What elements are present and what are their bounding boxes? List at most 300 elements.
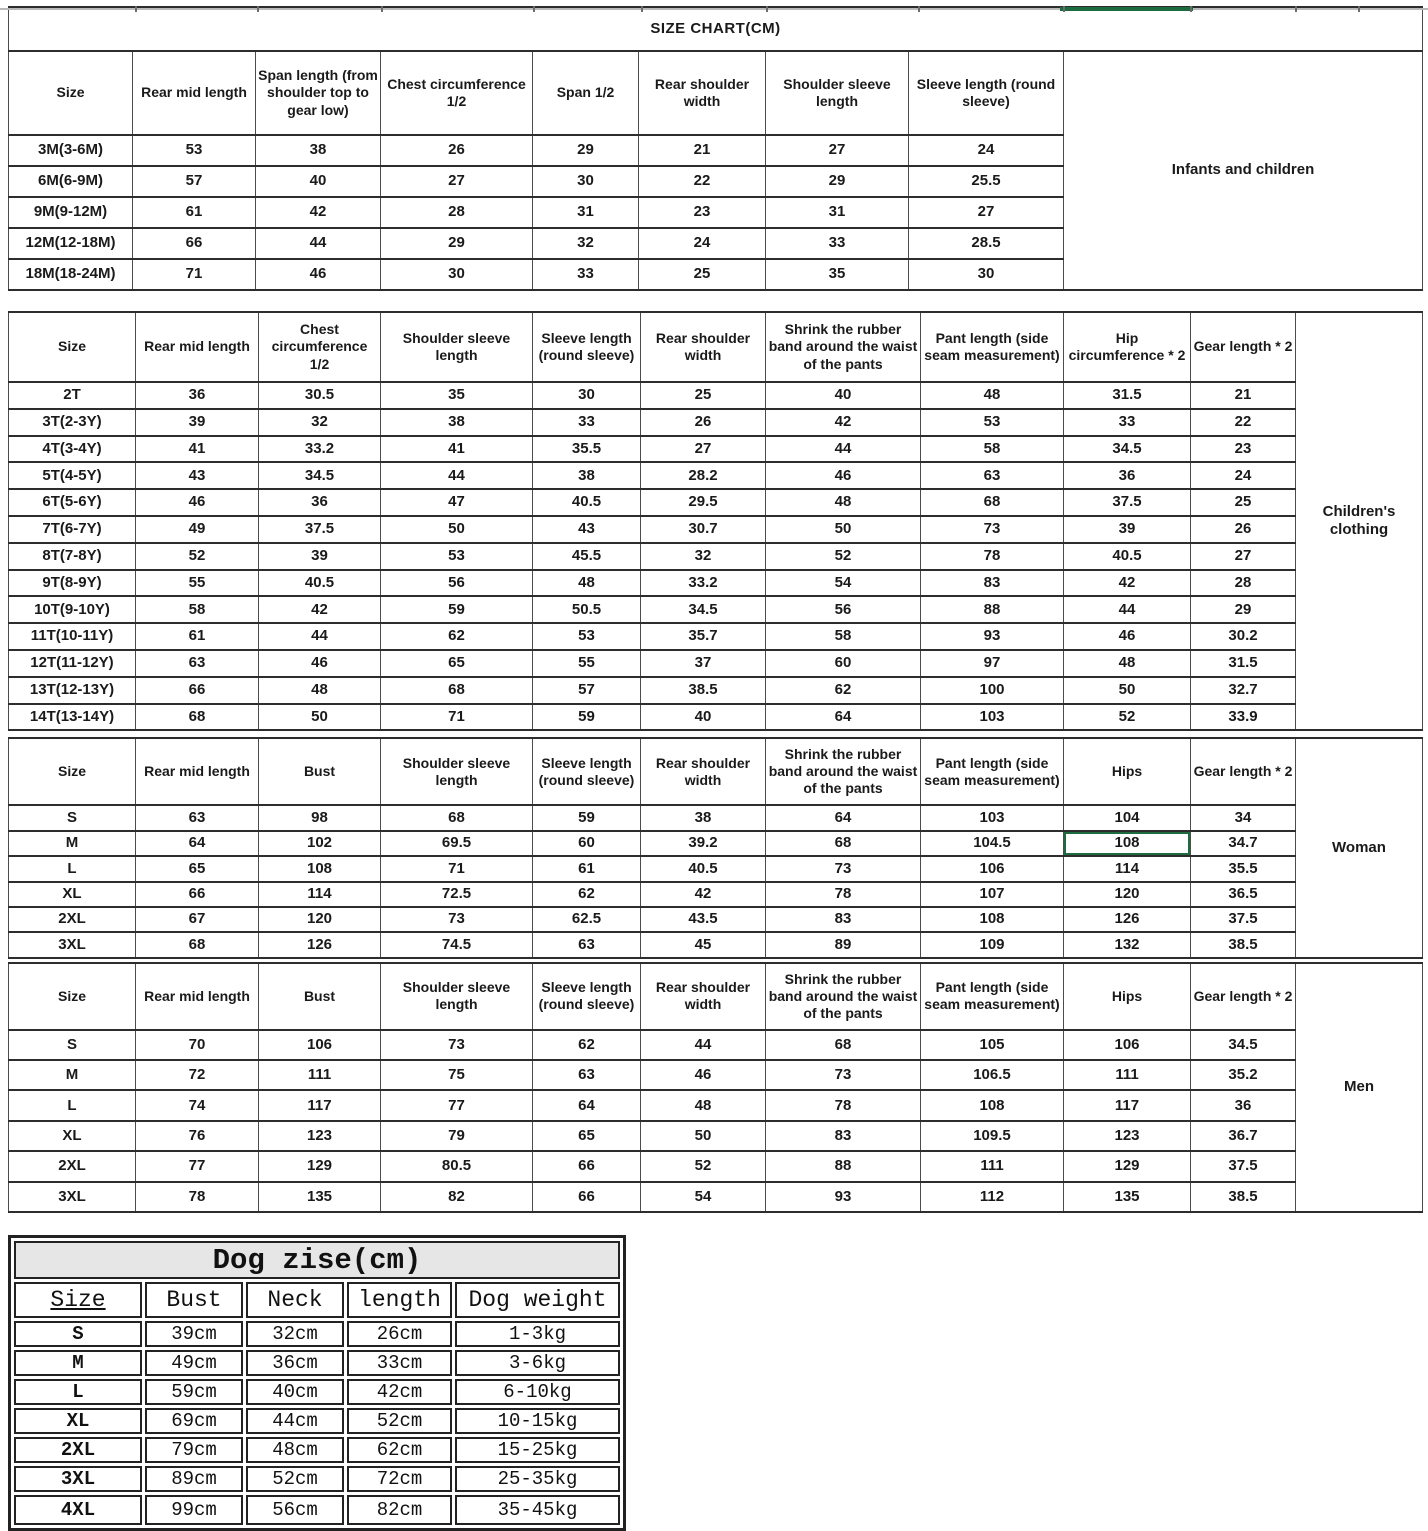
column-header: Pant length (side seam measurement) xyxy=(921,312,1064,382)
cell: 42cm xyxy=(347,1379,452,1405)
cell: 35.2 xyxy=(1191,1060,1296,1090)
header-row xyxy=(9,51,1423,135)
cell: 25 xyxy=(641,382,766,409)
cell: 40cm xyxy=(246,1379,344,1405)
column-header: Gear length * 2 xyxy=(1191,738,1296,805)
cell: 71 xyxy=(381,856,533,881)
cell: 28.2 xyxy=(641,462,766,489)
cell: 63 xyxy=(136,805,259,830)
cell: 82cm xyxy=(347,1495,452,1525)
cell: 36.5 xyxy=(1191,882,1296,907)
cell: 88 xyxy=(921,596,1064,623)
cell: 36 xyxy=(259,489,381,516)
cell: 45 xyxy=(641,932,766,957)
cell: 59 xyxy=(381,596,533,623)
cell: 30 xyxy=(909,259,1064,290)
cell: 69.5 xyxy=(381,831,533,856)
column-header: Gear length * 2 xyxy=(1191,963,1296,1030)
cell: 42 xyxy=(259,596,381,623)
cell: 80.5 xyxy=(381,1151,533,1181)
cell: 132 xyxy=(1064,932,1191,957)
cell: 40 xyxy=(641,704,766,731)
table-row xyxy=(9,805,1423,830)
column-header: Shoulder sleeve length xyxy=(766,51,909,135)
row-size-label: M xyxy=(14,1350,142,1376)
cell: 68 xyxy=(921,489,1064,516)
table-row xyxy=(9,831,1423,856)
cell: 27 xyxy=(381,166,533,197)
row-size-label: 4XL xyxy=(14,1495,142,1525)
cell: 26 xyxy=(1191,516,1296,543)
column-header: Hips xyxy=(1064,963,1191,1030)
cell: 89 xyxy=(766,932,921,957)
column-header: Shrink the rubber band around the waist of the pants xyxy=(766,312,921,382)
cell: 30.7 xyxy=(641,516,766,543)
column-header: Chest circumference 1/2 xyxy=(259,312,381,382)
cell: 62.5 xyxy=(533,907,641,932)
cell: 72.5 xyxy=(381,882,533,907)
column-header: Sleeve length (round sleeve) xyxy=(533,963,641,1030)
cell: 35-45kg xyxy=(455,1495,620,1525)
cell: 22 xyxy=(639,166,766,197)
column-gridline-tick xyxy=(533,6,535,12)
row-size-label: 3M(3-6M) xyxy=(9,135,133,166)
table-row xyxy=(9,543,1423,570)
cell: 27 xyxy=(641,436,766,463)
cell: 24 xyxy=(909,135,1064,166)
size-chart-sheet xyxy=(0,6,1428,1522)
cell: 21 xyxy=(639,135,766,166)
cell: 48 xyxy=(766,489,921,516)
row-size-label: 9T(8-9Y) xyxy=(9,570,136,597)
cell: 68 xyxy=(766,831,921,856)
cell: 37.5 xyxy=(259,516,381,543)
column-header: Pant length (side seam measurement) xyxy=(921,738,1064,805)
table-row xyxy=(9,677,1423,704)
cell: 68 xyxy=(136,932,259,957)
table-row xyxy=(9,596,1423,623)
table-row xyxy=(9,436,1423,463)
cell: 25-35kg xyxy=(455,1466,620,1492)
cell: 48 xyxy=(641,1090,766,1120)
column-gridline-tick xyxy=(381,6,383,12)
cell: 38.5 xyxy=(1191,1182,1296,1212)
cell: 79 xyxy=(381,1121,533,1151)
cell: 126 xyxy=(1064,907,1191,932)
cell: 33 xyxy=(533,259,639,290)
cell: 62 xyxy=(381,623,533,650)
cell: 58 xyxy=(766,623,921,650)
cell: 25 xyxy=(639,259,766,290)
children-size-table xyxy=(8,311,1423,731)
sheet-title: SIZE CHART(CM) xyxy=(9,7,1423,51)
dog-size-table xyxy=(8,1235,626,1531)
cell: 100 xyxy=(921,677,1064,704)
column-gridline-tick xyxy=(1295,6,1297,12)
table-row xyxy=(9,1090,1423,1120)
cell: 38 xyxy=(381,409,533,436)
cell: 61 xyxy=(136,623,259,650)
cell: 62 xyxy=(533,882,641,907)
cell: 97 xyxy=(921,650,1064,677)
cell: 41 xyxy=(381,436,533,463)
cell: 38 xyxy=(641,805,766,830)
cell: 52 xyxy=(766,543,921,570)
cell: 34.5 xyxy=(259,462,381,489)
column-gridline-tick xyxy=(1190,6,1192,12)
cell: 26 xyxy=(641,409,766,436)
cell: 79cm xyxy=(145,1437,243,1463)
cell: 25.5 xyxy=(909,166,1064,197)
table-row xyxy=(9,932,1423,957)
cell: 77 xyxy=(136,1151,259,1181)
column-header: Rear shoulder width xyxy=(641,312,766,382)
cell: 6-10kg xyxy=(455,1379,620,1405)
cell: 27 xyxy=(766,135,909,166)
cell: 29 xyxy=(1191,596,1296,623)
cell: 77 xyxy=(381,1090,533,1120)
cell: 103 xyxy=(921,704,1064,731)
cell: 48 xyxy=(259,677,381,704)
cell: 30 xyxy=(533,166,639,197)
cell: 66 xyxy=(133,228,256,259)
cell: 123 xyxy=(1064,1121,1191,1151)
row-size-label: 6T(5-6Y) xyxy=(9,489,136,516)
table-row xyxy=(9,882,1423,907)
cell: 32 xyxy=(533,228,639,259)
table-row xyxy=(9,704,1423,731)
cell: 40.5 xyxy=(1064,543,1191,570)
cell: 39.2 xyxy=(641,831,766,856)
cell: 68 xyxy=(136,704,259,731)
cell: 98 xyxy=(259,805,381,830)
dog-title-row xyxy=(14,1241,620,1279)
cell: 70 xyxy=(136,1030,259,1060)
cell: 66 xyxy=(136,882,259,907)
column-gridline-tick xyxy=(641,6,643,12)
cell: 68 xyxy=(766,1030,921,1060)
cell: 41 xyxy=(136,436,259,463)
cell: 108 xyxy=(921,1090,1064,1120)
column-header: Rear mid length xyxy=(133,51,256,135)
cell: 49 xyxy=(136,516,259,543)
cell: 35.5 xyxy=(1191,856,1296,881)
cell: 28 xyxy=(1191,570,1296,597)
cell: 73 xyxy=(921,516,1064,543)
table-row xyxy=(14,1437,620,1463)
cell: 38 xyxy=(533,462,641,489)
table-row xyxy=(9,1151,1423,1181)
row-size-label: 13T(12-13Y) xyxy=(9,677,136,704)
row-size-label: S xyxy=(9,805,136,830)
cell: 50 xyxy=(259,704,381,731)
table-row xyxy=(9,856,1423,881)
cell: 30.5 xyxy=(259,382,381,409)
cell: 66 xyxy=(533,1151,641,1181)
cell: 42 xyxy=(1064,570,1191,597)
cell: 31 xyxy=(766,197,909,228)
cell: 74 xyxy=(136,1090,259,1120)
cell: 65 xyxy=(533,1121,641,1151)
dog-header-row xyxy=(14,1282,620,1318)
cell: 66 xyxy=(533,1182,641,1212)
cell: 58 xyxy=(921,436,1064,463)
column-gridline-tick xyxy=(1358,6,1360,12)
column-header: Bust xyxy=(145,1282,243,1318)
cell: 56cm xyxy=(246,1495,344,1525)
cell: 76 xyxy=(136,1121,259,1151)
cell: 52cm xyxy=(246,1466,344,1492)
cell: 48 xyxy=(533,570,641,597)
cell: 59 xyxy=(533,704,641,731)
cell: 50.5 xyxy=(533,596,641,623)
row-size-label: M xyxy=(9,1060,136,1090)
cell: 57 xyxy=(133,166,256,197)
row-size-label: L xyxy=(14,1379,142,1405)
cell: 36 xyxy=(136,382,259,409)
cell: 111 xyxy=(1064,1060,1191,1090)
row-size-label: L xyxy=(9,1090,136,1120)
column-header: Shrink the rubber band around the waist of the pants xyxy=(766,738,921,805)
cell: 31 xyxy=(533,197,639,228)
column-header: Sleeve length (round sleeve) xyxy=(909,51,1064,135)
cell: 106 xyxy=(259,1030,381,1060)
column-header: Shoulder sleeve length xyxy=(381,738,533,805)
cell: 53 xyxy=(133,135,256,166)
column-header: Shoulder sleeve length xyxy=(381,963,533,1030)
cell: 129 xyxy=(259,1151,381,1181)
cell: 88 xyxy=(766,1151,921,1181)
cell: 47 xyxy=(381,489,533,516)
cell: 120 xyxy=(259,907,381,932)
cell: 66 xyxy=(136,677,259,704)
cell: 56 xyxy=(381,570,533,597)
cell: 43 xyxy=(533,516,641,543)
column-header: Shrink the rubber band around the waist of the pants xyxy=(766,963,921,1030)
cell: 71 xyxy=(381,704,533,731)
cell: 44cm xyxy=(246,1408,344,1434)
cell: 112 xyxy=(921,1182,1064,1212)
cell: 34.5 xyxy=(1191,1030,1296,1060)
cell: 78 xyxy=(921,543,1064,570)
cell: 78 xyxy=(136,1182,259,1212)
table-row xyxy=(9,623,1423,650)
header-row xyxy=(9,312,1423,382)
cell: 37.5 xyxy=(1191,907,1296,932)
cell: 89cm xyxy=(145,1466,243,1492)
cell: 46 xyxy=(256,259,381,290)
cell: 73 xyxy=(766,1060,921,1090)
cell: 35 xyxy=(381,382,533,409)
cell: 104.5 xyxy=(921,831,1064,856)
cell: 62 xyxy=(766,677,921,704)
group-label: Children's clothing xyxy=(1296,312,1423,730)
cell: 82 xyxy=(381,1182,533,1212)
cell: 36cm xyxy=(246,1350,344,1376)
cell: 44 xyxy=(1064,596,1191,623)
cell: 106 xyxy=(1064,1030,1191,1060)
cell: 78 xyxy=(766,882,921,907)
cell: 111 xyxy=(259,1060,381,1090)
row-size-label: 2T xyxy=(9,382,136,409)
column-header: Hips xyxy=(1064,738,1191,805)
cell: 60 xyxy=(533,831,641,856)
cell: 39cm xyxy=(145,1321,243,1347)
cell: 43 xyxy=(136,462,259,489)
table-row xyxy=(9,1182,1423,1212)
cell: 58 xyxy=(136,596,259,623)
table-row xyxy=(14,1321,620,1347)
cell: 21 xyxy=(1191,382,1296,409)
cell: 62cm xyxy=(347,1437,452,1463)
column-gridline-tick xyxy=(766,6,768,12)
cell: 103 xyxy=(921,805,1064,830)
cell: 15-25kg xyxy=(455,1437,620,1463)
cell: 33.2 xyxy=(641,570,766,597)
cell: 69cm xyxy=(145,1408,243,1434)
cell: 63 xyxy=(921,462,1064,489)
row-size-label: 3XL xyxy=(9,1182,136,1212)
table-row xyxy=(14,1466,620,1492)
cell: 68 xyxy=(381,677,533,704)
row-size-label: 9M(9-12M) xyxy=(9,197,133,228)
row-size-label: M xyxy=(9,831,136,856)
cell: 73 xyxy=(381,1030,533,1060)
row-size-label: 2XL xyxy=(9,907,136,932)
cell: 135 xyxy=(1064,1182,1191,1212)
cell: 73 xyxy=(381,907,533,932)
cell: 111 xyxy=(921,1151,1064,1181)
cell: 33cm xyxy=(347,1350,452,1376)
group-label: Men xyxy=(1296,963,1423,1212)
cell: 38.5 xyxy=(1191,932,1296,957)
cell: 53 xyxy=(921,409,1064,436)
cell: 36 xyxy=(1191,1090,1296,1120)
cell: 42 xyxy=(641,882,766,907)
table-row xyxy=(14,1408,620,1434)
cell: 106.5 xyxy=(921,1060,1064,1090)
cell: 44 xyxy=(381,462,533,489)
cell: 135 xyxy=(259,1182,381,1212)
cell: 33.9 xyxy=(1191,704,1296,731)
cell: 32cm xyxy=(246,1321,344,1347)
cell: 32.7 xyxy=(1191,677,1296,704)
cell: 50 xyxy=(641,1121,766,1151)
cell: 52 xyxy=(641,1151,766,1181)
cell: 63 xyxy=(136,650,259,677)
column-header: Rear mid length xyxy=(136,738,259,805)
cell: 33.2 xyxy=(259,436,381,463)
cell: 40.5 xyxy=(641,856,766,881)
cell: 126 xyxy=(259,932,381,957)
cell: 52 xyxy=(1064,704,1191,731)
column-header: Sleeve length (round sleeve) xyxy=(533,312,641,382)
column-header: Rear shoulder width xyxy=(641,738,766,805)
cell: 123 xyxy=(259,1121,381,1151)
cell: 29 xyxy=(766,166,909,197)
cell: 108 xyxy=(259,856,381,881)
cell: 107 xyxy=(921,882,1064,907)
column-gridline-tick xyxy=(135,6,137,12)
cell: 37.5 xyxy=(1191,1151,1296,1181)
column-header: Size xyxy=(9,312,136,382)
women-size-table xyxy=(8,737,1423,958)
cell: 40.5 xyxy=(533,489,641,516)
cell: 24 xyxy=(1191,462,1296,489)
cell: 74.5 xyxy=(381,932,533,957)
cell: 40.5 xyxy=(259,570,381,597)
row-size-label: 4T(3-4Y) xyxy=(9,436,136,463)
cell: 23 xyxy=(639,197,766,228)
cell: 114 xyxy=(1064,856,1191,881)
cell: 117 xyxy=(259,1090,381,1120)
column-header: Size xyxy=(14,1282,142,1318)
cell: 50 xyxy=(381,516,533,543)
cell: 34.5 xyxy=(641,596,766,623)
column-gridline-tick xyxy=(1063,6,1065,12)
cell: 99cm xyxy=(145,1495,243,1525)
dog-table-title: Dog zise(cm) xyxy=(14,1241,620,1279)
column-header: Chest circumference 1/2 xyxy=(381,51,533,135)
column-header: Rear mid length xyxy=(136,312,259,382)
cell: 64 xyxy=(136,831,259,856)
cell: 44 xyxy=(766,436,921,463)
cell: 32 xyxy=(259,409,381,436)
cell: 52cm xyxy=(347,1408,452,1434)
column-header: Shoulder sleeve length xyxy=(381,312,533,382)
table-row xyxy=(9,409,1423,436)
cell: 71 xyxy=(133,259,256,290)
cell: 34.5 xyxy=(1064,436,1191,463)
row-size-label: 10T(9-10Y) xyxy=(9,596,136,623)
group-label: Infants and children xyxy=(1064,51,1423,290)
cell: 49cm xyxy=(145,1350,243,1376)
cell: 44 xyxy=(256,228,381,259)
row-size-label: 11T(10-11Y) xyxy=(9,623,136,650)
cell: 63 xyxy=(533,1060,641,1090)
cell: 57 xyxy=(533,677,641,704)
cell: 129 xyxy=(1064,1151,1191,1181)
cell: 32 xyxy=(641,543,766,570)
cell: 108 xyxy=(921,907,1064,932)
column-header: Pant length (side seam measurement) xyxy=(921,963,1064,1030)
row-size-label: 2XL xyxy=(9,1151,136,1181)
table-row xyxy=(9,1121,1423,1151)
selected-cell[interactable]: 108 xyxy=(1064,831,1191,856)
cell: 34.7 xyxy=(1191,831,1296,856)
cell: 33 xyxy=(533,409,641,436)
cell: 38 xyxy=(256,135,381,166)
cell: 29 xyxy=(533,135,639,166)
row-size-label: 3T(2-3Y) xyxy=(9,409,136,436)
cell: 23 xyxy=(1191,436,1296,463)
cell: 36.7 xyxy=(1191,1121,1296,1151)
cell: 40 xyxy=(766,382,921,409)
column-header: Rear mid length xyxy=(136,963,259,1030)
row-size-label: 2XL xyxy=(14,1437,142,1463)
cell: 56 xyxy=(766,596,921,623)
column-header: Sleeve length (round sleeve) xyxy=(533,738,641,805)
header-row xyxy=(9,963,1423,1030)
cell: 48cm xyxy=(246,1437,344,1463)
cell: 35.5 xyxy=(533,436,641,463)
cell: 117 xyxy=(1064,1090,1191,1120)
cell: 61 xyxy=(133,197,256,228)
row-size-label: 6M(6-9M) xyxy=(9,166,133,197)
cell: 40 xyxy=(256,166,381,197)
cell: 72 xyxy=(136,1060,259,1090)
column-header: Size xyxy=(9,738,136,805)
